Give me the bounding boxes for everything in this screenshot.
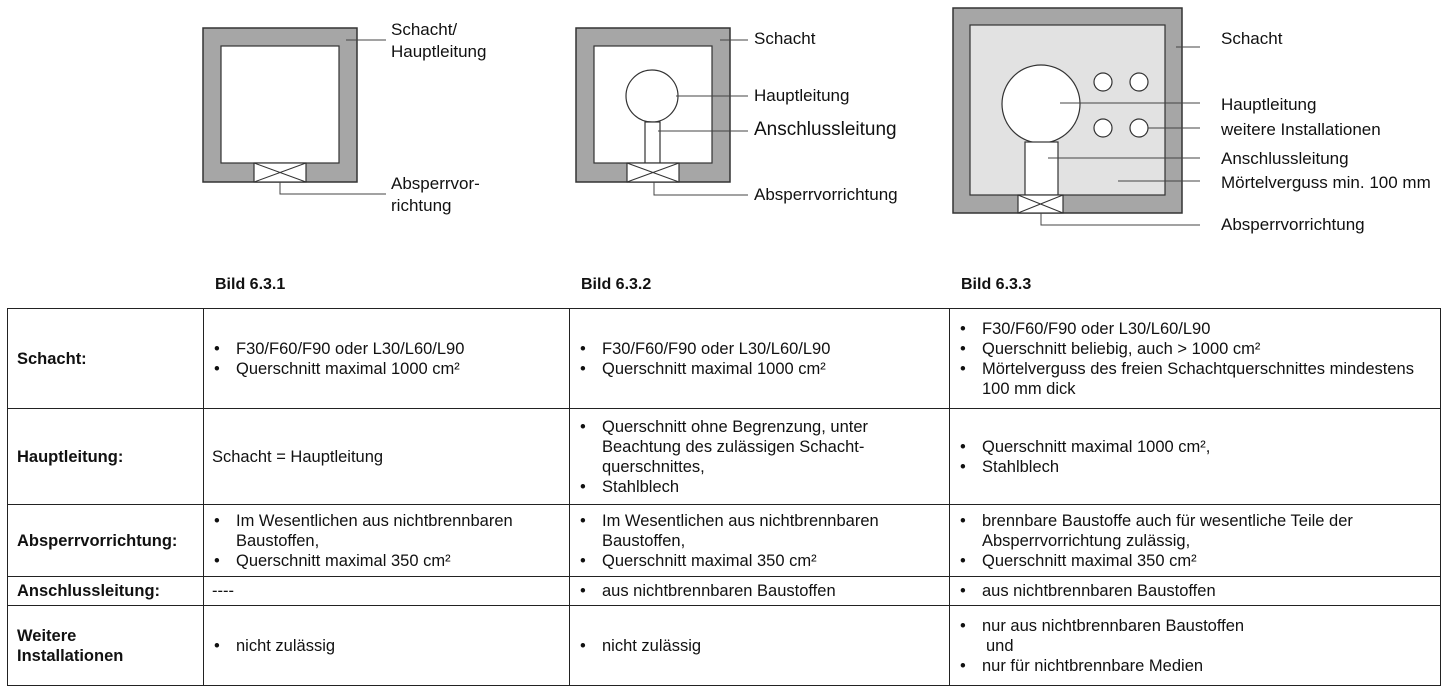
label-absperrvorrichtung: Absperrvor- richtung: [391, 174, 480, 215]
bullet-item: • Mörtelverguss des freien Schachtquerschnittes mindestens 100 mm dick: [958, 359, 1432, 399]
bullet-list: [958, 319, 1432, 399]
figures-area: [0, 0, 1448, 250]
label-schacht-hauptleitung: Schacht/ Hauptleitung: [391, 20, 487, 61]
table-cell: [204, 505, 570, 577]
table-cell: [950, 577, 1441, 606]
bullet-item: • Querschnitt beliebig, auch > 1000 cm²: [958, 339, 1432, 359]
bullet-item: • Querschnitt maximal 350 cm²: [578, 551, 941, 571]
table-cell: [950, 309, 1441, 409]
leader-line: [654, 182, 748, 195]
bullet-list: [958, 616, 1432, 676]
row-header: Anschlussleitung:: [8, 577, 204, 606]
row-header: Hauptleitung:: [8, 409, 204, 505]
bullet-list: [578, 636, 941, 656]
row-header: Schacht:: [8, 309, 204, 409]
table-cell: [204, 309, 570, 409]
bullet-item: • F30/F60/F90 oder L30/L60/L90: [958, 319, 1432, 339]
table-row: [8, 309, 1441, 409]
label-hauptleitung: Hauptleitung: [754, 86, 850, 105]
label-moertelverguss: Mörtelverguss min. 100 mm: [1221, 173, 1431, 192]
cell-text: ----: [212, 582, 234, 600]
table-row: [8, 409, 1441, 505]
table-cell: [570, 309, 950, 409]
bullet-item: • nicht zulässig: [212, 636, 561, 656]
leader-line: [1041, 213, 1200, 225]
bullet-list: [578, 581, 941, 601]
bullet-item: und: [986, 636, 1014, 655]
connection-duct-symbol: [1025, 142, 1058, 195]
bullet-item: • Querschnitt maximal 1000 cm²: [212, 359, 561, 379]
shutoff-valve-symbol: [1018, 195, 1063, 213]
bullet-item: • Querschnitt maximal 1000 cm²: [578, 359, 941, 379]
cell-text: Schacht = Hauptleitung: [212, 447, 384, 466]
table-cell: [570, 577, 950, 606]
bullet-item: • Stahlblech: [578, 477, 941, 497]
bullet-item: • nur für nichtbrennbare Medien: [958, 656, 1432, 676]
bullet-list: [958, 511, 1432, 571]
bullet-item: • Querschnitt maximal 1000 cm²,: [958, 437, 1432, 457]
connection-duct-symbol: [645, 122, 660, 163]
label-weitere-installationen: weitere Installationen: [1221, 120, 1381, 139]
table-cell: [570, 606, 950, 686]
bullet-item: • nur aus nichtbrennbaren Baustoffen: [958, 616, 1432, 636]
bullet-list: [578, 417, 941, 497]
figure-3-diagram: [953, 8, 1200, 225]
shutoff-valve-symbol: [627, 163, 679, 182]
label-absperrvorrichtung: Absperrvorrichtung: [1221, 215, 1365, 234]
bullet-item: • F30/F60/F90 oder L30/L60/L90: [578, 339, 941, 359]
label-anschlussleitung: Anschlussleitung: [754, 119, 897, 140]
figure-caption: Bild 6.3.2: [581, 276, 652, 293]
requirements-table: [7, 308, 1441, 686]
shaft-interior: [221, 46, 339, 163]
table-cell: [204, 606, 570, 686]
table-cell: [570, 409, 950, 505]
installation-pipe-symbol: [1130, 73, 1148, 91]
table-cell: [204, 409, 570, 505]
table-cell: [204, 577, 570, 606]
bullet-item: • aus nichtbrennbaren Baustoffen: [958, 581, 1432, 601]
bullet-item: • brennbare Baustoffe auch für wesentliche Teile der Absperrvorrichtung zulässig,: [958, 511, 1432, 551]
main-duct-symbol: [1002, 65, 1080, 143]
table-row: [8, 606, 1441, 686]
bullet-list: [578, 339, 941, 379]
bullet-list: [212, 339, 561, 379]
installation-pipe-symbol: [1094, 73, 1112, 91]
bullet-item: • Im Wesentlichen aus nichtbrennbaren Baustoffen,: [212, 511, 561, 551]
figure-1-diagram: [203, 28, 386, 194]
label-anschlussleitung: Anschlussleitung: [1221, 149, 1349, 168]
bullet-item: • F30/F60/F90 oder L30/L60/L90: [212, 339, 561, 359]
bullet-item: • Stahlblech: [958, 457, 1432, 477]
label-hauptleitung: Hauptleitung: [1221, 95, 1317, 114]
bullet-item: • Im Wesentlichen aus nichtbrennbaren Baustoffen,: [578, 511, 941, 551]
bullet-item: • Querschnitt maximal 350 cm²: [958, 551, 1432, 571]
figure-caption: Bild 6.3.1: [215, 276, 286, 293]
leader-line: [280, 182, 386, 194]
bullet-item: • aus nichtbrennbaren Baustoffen: [578, 581, 941, 601]
label-schacht: Schacht: [1221, 29, 1283, 48]
figure-2-diagram: [576, 28, 748, 195]
label-schacht: Schacht: [754, 29, 816, 48]
bullet-list: [212, 636, 561, 656]
figure-caption: Bild 6.3.3: [961, 276, 1032, 293]
table-cell: [950, 505, 1441, 577]
main-duct-symbol: [626, 70, 678, 122]
row-header: Absperrvorrichtung:: [8, 505, 204, 577]
table-cell: [570, 505, 950, 577]
bullet-item: • nicht zulässig: [578, 636, 941, 656]
table-cell: [950, 606, 1441, 686]
bullet-list: [212, 511, 561, 571]
label-absperrvorrichtung: Absperrvorrichtung: [754, 185, 898, 204]
bullet-item: • Querschnitt ohne Begrenzung, unter Beachtung des zulässigen Schacht-querschnittes,: [578, 417, 941, 477]
bullet-list: [958, 581, 1432, 601]
bullet-item: • Querschnitt maximal 350 cm²: [212, 551, 561, 571]
shutoff-valve-symbol: [254, 163, 306, 182]
requirements-table-body: [8, 309, 1441, 686]
bullet-list: [578, 511, 941, 571]
installation-pipe-symbol: [1094, 119, 1112, 137]
table-row: [8, 577, 1441, 606]
table-row: [8, 505, 1441, 577]
bullet-list: [958, 437, 1432, 477]
row-header: Weitere Installationen: [8, 606, 204, 686]
table-cell: [950, 409, 1441, 505]
installation-pipe-symbol: [1130, 119, 1148, 137]
